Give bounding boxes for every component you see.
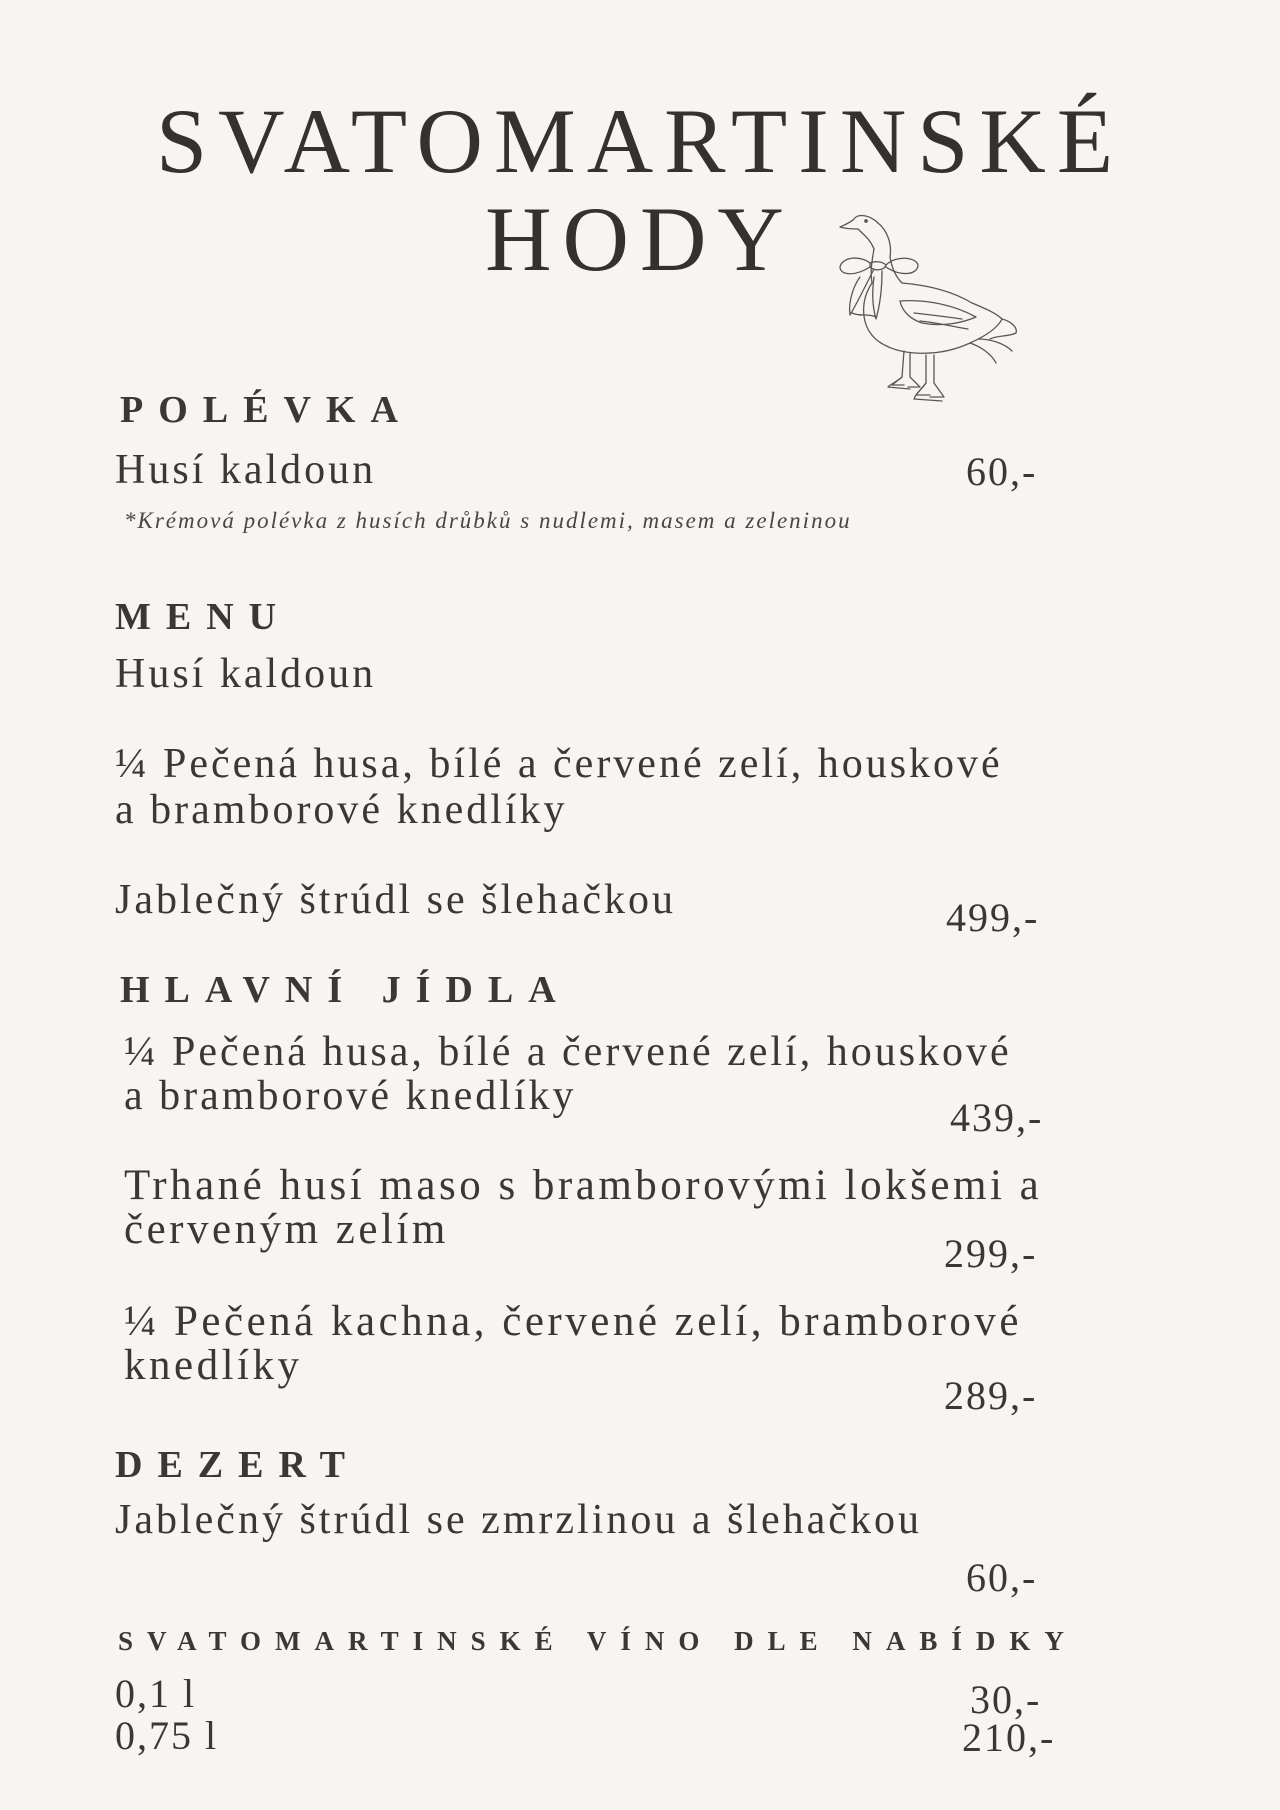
wine-size-small: 0,1 l xyxy=(115,1671,197,1716)
main-item-3-price: 289,- xyxy=(944,1373,1038,1418)
main-item-1-line-2: a bramborové knedlíky xyxy=(124,1073,577,1119)
section-heading-mains: HLAVNÍ JÍDLA xyxy=(120,969,571,1011)
menu-item-3: Jablečný štrúdl se šlehačkou xyxy=(115,877,677,923)
title-line-1: SVATOMARTINSKÉ xyxy=(155,90,1125,192)
dessert-item: Jablečný štrúdl se zmrzlinou a šlehačkou xyxy=(115,1497,922,1543)
dessert-price: 60,- xyxy=(966,1555,1038,1600)
menu-price: 499,- xyxy=(946,895,1040,940)
soup-note: *Krémová polévka z husích drůbků s nudlemi, masem a zeleninou xyxy=(124,508,852,533)
main-item-2-line-2: červeným zelím xyxy=(124,1206,449,1253)
soup-item: Husí kaldoun xyxy=(115,447,377,493)
main-item-1-price: 439,- xyxy=(950,1095,1044,1140)
wine-size-bottle: 0,75 l xyxy=(115,1713,219,1758)
soup-price: 60,- xyxy=(966,449,1038,494)
section-heading-menu: MENU xyxy=(115,596,292,638)
menu-item-2-line-1: ¼ Pečená husa, bílé a červené zelí, houskové xyxy=(115,741,1003,787)
main-item-2-line-1: Trhané husí maso s bramborovými lokšemi a xyxy=(124,1162,1043,1209)
goose-with-bow-icon xyxy=(830,205,1040,420)
main-item-2-price: 299,- xyxy=(944,1231,1038,1276)
main-item-3-line-1: ¼ Pečená kachna, červené zelí, bramborové xyxy=(124,1298,1022,1345)
section-heading-wine: SVATOMARTINSKÉ VÍNO DLE NABÍDKY xyxy=(118,1626,1078,1656)
menu-item-1: Husí kaldoun xyxy=(115,651,377,697)
wine-price-small: 30,- xyxy=(970,1677,1042,1722)
main-item-1-line-1: ¼ Pečená husa, bílé a červené zelí, houskové xyxy=(124,1029,1012,1075)
title-line-2: HODY xyxy=(485,188,795,290)
section-heading-soup: POLÉVKA xyxy=(120,389,413,431)
menu-item-2-line-2: a bramborové knedlíky xyxy=(115,787,568,833)
wine-price-bottle: 210,- xyxy=(962,1715,1056,1760)
main-item-3-line-2: knedlíky xyxy=(124,1342,303,1389)
section-heading-dessert: DEZERT xyxy=(115,1444,360,1486)
